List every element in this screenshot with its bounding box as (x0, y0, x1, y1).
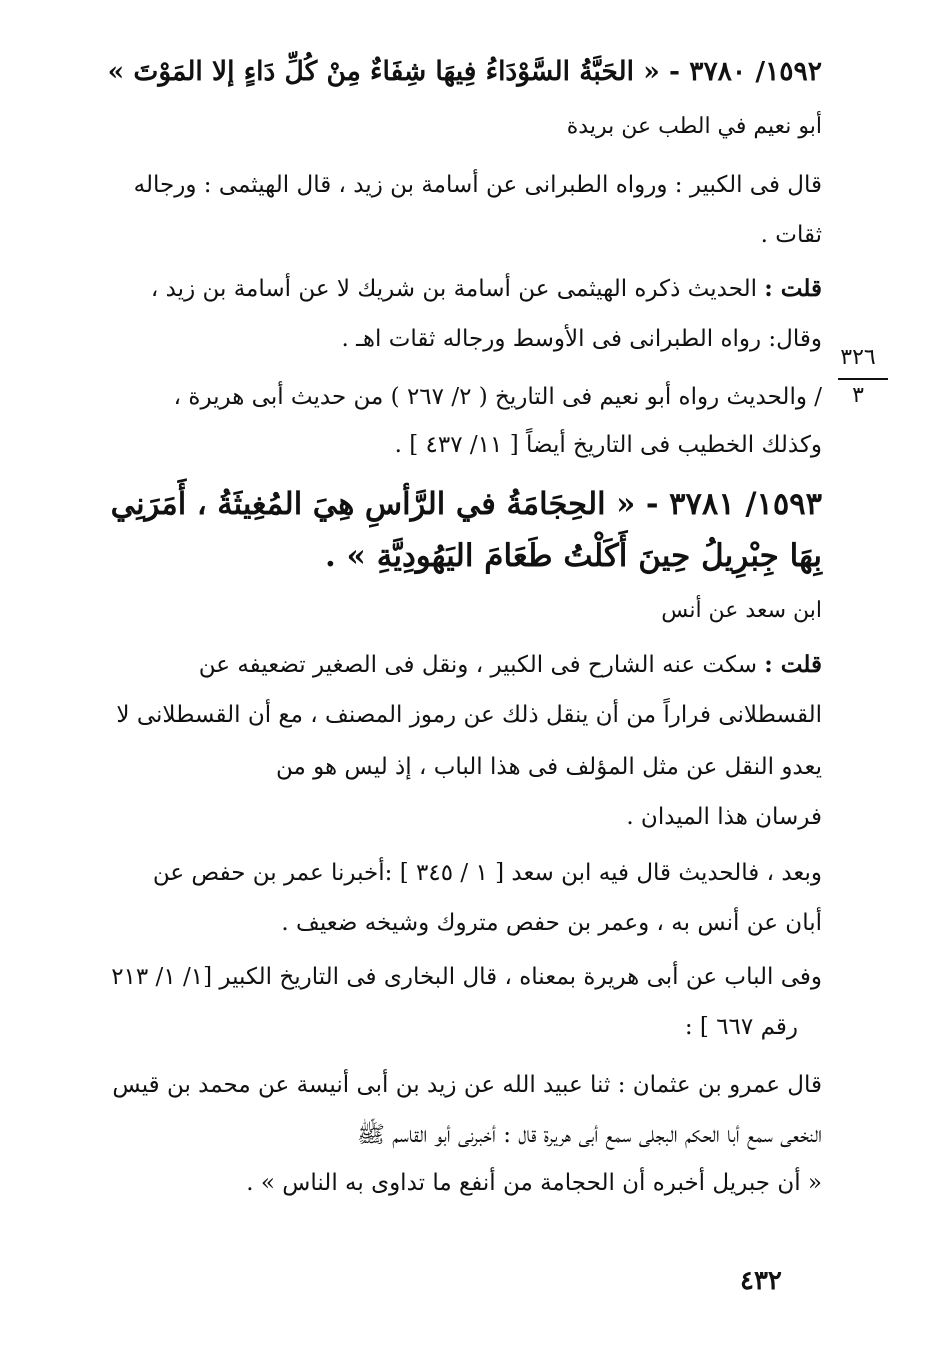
margin-marker-bottom: ٣ (852, 383, 864, 408)
commentary-line: يعدو النقل عن مثل المؤلف فى هذا الباب ، إذ ليس هو من (275, 754, 822, 780)
commentary-line: القسطلانى فراراً من أن ينقل ذلك عن رموز المصنف ، مع أن القسطلانى لا (116, 702, 822, 728)
commentary-line: رقم ٦٦٧ ] : (684, 1014, 798, 1040)
commentary-line: وقال: رواه الطبرانى فى الأوسط ورجاله ثقات اهـ . (341, 326, 822, 352)
commentary-line: وبعد ، فالحديث قال فيه ابن سعد [ ١ / ٣٤٥ ] :أخبرنا عمر بن حفص عن (152, 860, 822, 886)
hadith-heading: ١٥٩٣/ ٣٧٨١ - « الحِجَامَةُ في الرَّأسِ هِيَ المُغِيثَةُ ، أَمَرَنِي (110, 486, 822, 522)
note-keyword: قلت : (764, 275, 822, 302)
hadith-heading: ١٥٩٢/ ٣٧٨٠ - « الحَبَّةُ السَّوْدَاءُ فِيهَا شِفَاءٌ مِنْ كُلِّ دَاءٍ إلا المَوْتَ » (107, 56, 822, 87)
commentary-line: « أن جبريل أخبره أن الحجامة من أنفع ما تداوى به الناس » . (246, 1170, 822, 1196)
margin-marker-rule (838, 378, 888, 380)
commentary-text: سكت عنه الشارح فى الكبير ، ونقل فى الصغير تضعيفه عن (198, 652, 757, 678)
commentary-line: قال فى الكبير : ورواه الطبرانى عن أسامة بن زيد ، قال الهيثمى : ورجاله (133, 172, 822, 198)
commentary-line (151, 272, 822, 306)
commentary-text: الحديث ذكره الهيثمى عن أسامة بن شريك لا عن أسامة بن زيد ، (150, 276, 757, 302)
commentary-line (199, 648, 822, 682)
page-number: ٤٣٢ (740, 1266, 782, 1296)
hadith-source: ابن سعد عن أنس (661, 598, 822, 623)
margin-marker-top: ٣٢٦ (840, 345, 876, 370)
commentary-line: وكذلك الخطيب فى التاريخ أيضاً [ ١١/ ٤٣٧ ] . (394, 432, 822, 458)
hadith-heading: بِهَا جِبْرِيلُ حِينَ أَكَلْتُ طَعَامَ اليَهُودِيَّةِ » . (324, 538, 822, 574)
commentary-line: أبان عن أنس به ، وعمر بن حفص متروك وشيخه ضعيف . (281, 910, 822, 936)
note-keyword: قلت : (764, 651, 822, 678)
commentary-line: / والحديث رواه أبو نعيم فى التاريخ ( ٢/ ٢٦٧ ) من حديث أبى هريرة ، (173, 384, 822, 410)
commentary-line: ثقات . (760, 222, 822, 248)
commentary-line: قال عمرو بن عثمان : ثنا عبيد الله عن زيد بن أبى أنيسة عن محمد بن قيس (112, 1072, 822, 1098)
commentary-line: فرسان هذا الميدان . (626, 804, 822, 830)
commentary-line: وفى الباب عن أبى هريرة بمعناه ، قال البخارى فى التاريخ الكبير [١/ ١/ ٢١٣ (111, 964, 822, 990)
commentary-line: النخعى سمع أبا الحكم البجلى سمع أبى هريرة قال : أخبرنى أبو القاسم ﷺ (357, 1122, 822, 1148)
hadith-source: أبو نعيم في الطب عن بريدة (566, 114, 822, 139)
